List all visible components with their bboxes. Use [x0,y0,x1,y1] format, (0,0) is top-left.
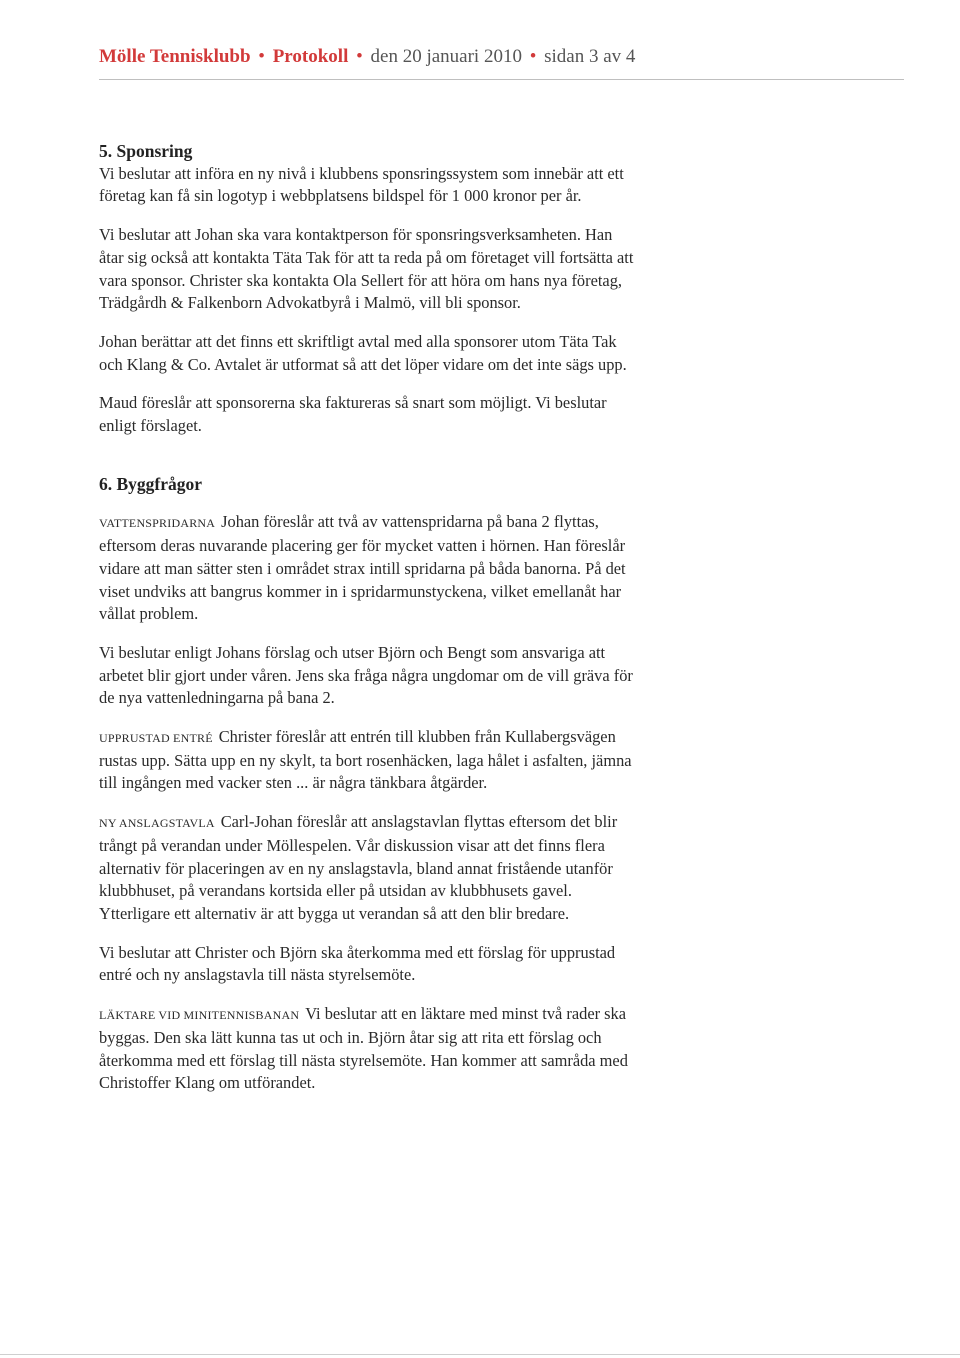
topic-label: UPPRUSTAD ENTRÉ [99,731,213,746]
meeting-date: den 20 januari 2010 [370,46,522,67]
page-number: sidan 3 av 4 [544,46,636,67]
paragraph-text: Johan föreslår att två av vattenspridarna på bana 2 flyttas, eftersom deras nuvarande placering ger för mycket vatten i hörnen. Han föreslår vidare att man sätter sten i området strax intill spridarna på båda banorna. På det viset undviks att bangrus kommer in i spridarmunstyckena, vilket emellanåt har vållat problem. [99,512,626,624]
document-type: Protokoll [272,46,349,67]
paragraph-vattenspridarna [99,511,639,626]
section-heading-byggfragor: 6. Byggfrågor [99,473,203,494]
paragraph: Maud föreslår att sponsorerna ska faktureras så snart som möjligt. Vi beslutar enligt förslaget. [99,393,607,436]
paragraph: Vi beslutar att Christer och Björn ska återkomma med ett förslag för upprustad entré och ny anslagstavla till nästa styrelsemöte. [99,942,616,985]
header-separator: • [356,46,363,67]
paragraph: Vi beslutar att Johan ska vara kontaktperson för sponsringsverksamheten. Han åtar sig också att kontakta Täta Tak för att ta reda på om företaget vill fortsätta att vara sponsor. Christer ska kontakta Ola Sellert för att höra om hans nya företag, Trädgårdh & Falkenborn Advokatbyrå i Malmö, vill bli sponsor. [99,225,634,313]
paragraph-ny-anslagstavla [99,811,639,926]
paragraph-text: Carl-Johan föreslår att anslagstavlan flyttas eftersom det blir trångt på verandan under Möllespelen. Vår diskussion visar att det finns flera alternativ för placeringen av en ny anslagstavla, bland annat fristående utanför klubbhuset, på verandans kortsida eller på utsidan av klubbhusets gavel. Ytterligare ett alternativ är att bygga ut verandan så att den blir bredare. [99,812,618,923]
topic-label: NY ANSLAGSTAVLA [99,816,215,831]
page-bottom-edge [0,1354,960,1355]
paragraph-upprustad-entre [99,726,639,795]
paragraph-laktare [99,1003,639,1095]
paragraph-text: Vi beslutar att en läktare med minst två rader ska byggas. Den ska lätt kunna tas ut och in. Björn åtar sig att rita ett förslag och återkomma med ett förslag till nästa styrelsemöte. Han kommer att samråda med Christoffer Klang om utförandet. [99,1004,628,1093]
document-body [99,140,639,1095]
paragraph: Vi beslutar att införa en ny nivå i klubbens sponsringssystem som innebär att ett företag kan få sin logotyp i webbplatsens bildspel för 1 000 kronor per år. [99,163,624,206]
paragraph: Johan berättar att det finns ett skriftligt avtal med alla sponsorer utom Täta Tak och Klang & Co. Avtalet är utformat så att det löper vidare om det inte sägs upp. [99,331,627,374]
header-separator: • [258,46,265,67]
paragraph-text: Christer föreslår att entrén till klubben från Kullabergsvägen rustas upp. Sätta upp en ny skylt, ta bort rosenhäcken, laga hålet i asfalten, jämna till ingången med vacker sten ... är några tänkbara åtgärder. [99,727,632,793]
header-separator: • [529,46,537,67]
page-header [99,44,909,70]
section-heading-sponsring: 5. Sponsring [99,141,193,161]
topic-label: VATTENSPRIDARNA [99,516,216,531]
topic-label: LÄKTARE VID MINITENNISBANAN [99,1008,300,1023]
paragraph: Vi beslutar enligt Johans förslag och utser Björn och Bengt som ansvariga att arbetet blir gjort under våren. Jens ska fråga några ungdomar om de vill gräva för de nya vattenledningarna på bana 2. [99,642,633,708]
header-divider [99,79,904,80]
club-name: Mölle Tennisklubb [99,46,251,67]
